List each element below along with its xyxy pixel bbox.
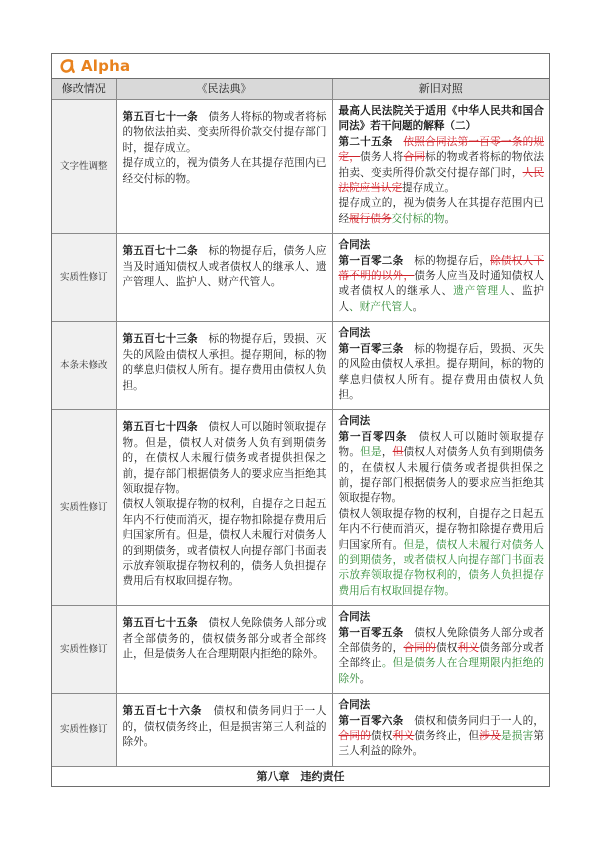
unchanged-text: 债权 bbox=[370, 730, 393, 743]
old-article-number: 第一百零六条 bbox=[338, 714, 404, 727]
source-law: 合同法 bbox=[338, 415, 371, 428]
article-text: 债权和债务同归于一人的，债权债务终止，但是损害第三人利益的除外。 bbox=[122, 705, 327, 749]
article-text: 债权人免除债务人部分或者全部债务的，债权债务部分或者全部终止，但是债务人在合理期限内拒绝的除外。 bbox=[122, 617, 327, 660]
unchanged-text: 债务部分或者全部终止 bbox=[338, 642, 544, 670]
added-text: 遗产管理人 bbox=[453, 285, 511, 298]
article-number: 第五百七十三条 bbox=[122, 333, 198, 346]
article-number: 第五百七十一条 bbox=[122, 111, 198, 123]
table-row bbox=[52, 606, 549, 694]
source-law: 合同法 bbox=[338, 699, 371, 712]
old-law-comparison bbox=[332, 694, 549, 767]
deleted-text: 人民法院应当认定 bbox=[338, 166, 544, 195]
unchanged-text: 债权人对债务人负有到期债务的，在债权人未履行债务或者提供担保之前，提存部门根据债务人的要求应当拒绝其领取提存物。 bbox=[338, 446, 544, 505]
civil-code-article bbox=[116, 694, 332, 767]
deleted-text: 合同的 bbox=[338, 730, 371, 743]
article-text: 标的物提存后，债务人应当及时通知债权人或者债权人的继承人、遗产管理人、监护人、财产代管人。 bbox=[122, 245, 327, 289]
old-article-number: 第一百零五条 bbox=[338, 626, 404, 639]
deleted-text: 除债权人下落不明的以外， bbox=[338, 254, 544, 283]
old-article-number: 第一百零四条 bbox=[338, 430, 408, 443]
old-article-number: 第二十五条 bbox=[338, 135, 393, 148]
change-type: 本条未修改 bbox=[52, 322, 116, 410]
deleted-text: 履行债务 bbox=[349, 212, 392, 225]
deleted-text: 利义 bbox=[392, 730, 415, 743]
added-text: 、财产代管人 bbox=[349, 300, 413, 313]
old-article-number: 第一百零三条 bbox=[338, 342, 404, 355]
table-row bbox=[52, 694, 549, 767]
unchanged-text: 债权人免除债务人部分或者全部债务的， bbox=[338, 626, 544, 654]
unchanged-text: ， bbox=[381, 446, 393, 459]
table-row bbox=[52, 100, 549, 234]
change-type: 实质性修订 bbox=[52, 606, 116, 694]
old-law-comparison bbox=[332, 410, 549, 606]
col-header-compare: 新旧对照 bbox=[332, 79, 549, 100]
added-text: 是损害 bbox=[500, 730, 534, 743]
unchanged-text: 提存成立的，视为债务人在其提存范围内已经 bbox=[338, 197, 544, 225]
source-law: 最高人民法院关于适用《中华人民共和国合同法》若干问题的解释（二） bbox=[338, 105, 544, 133]
civil-code-article bbox=[116, 234, 332, 322]
added-text: 交付标的物 bbox=[391, 212, 445, 225]
article-text: 债权人可以随时领取提存物。但是，债权人对债务人负有到期债务的，在债权人未履行债务或者提供担保之前，提存部门根据债务人的要求应当拒绝其领取提存物。 bbox=[122, 421, 327, 495]
table-row bbox=[52, 410, 549, 606]
change-type: 实质性修订 bbox=[52, 234, 116, 322]
col-header-type: 修改情况 bbox=[52, 79, 116, 100]
change-type: 实质性修订 bbox=[52, 694, 116, 767]
old-law-comparison bbox=[332, 100, 549, 234]
old-law-comparison bbox=[332, 234, 549, 322]
brand-header bbox=[52, 54, 549, 79]
source-law: 合同法 bbox=[338, 611, 371, 624]
table-row bbox=[52, 234, 549, 322]
source-law: 合同法 bbox=[338, 239, 371, 252]
article-number: 第五百七十六条 bbox=[122, 705, 203, 718]
article-text: 标的物提存后，毁损、灭失的风险由债权人承担。提存期间，标的物的孳息归债权人所有。提存费用由债权人负担。 bbox=[122, 333, 327, 392]
article-number: 第五百七十四条 bbox=[122, 421, 198, 434]
unchanged-text: 标的物或者将标的物依法拍卖、变卖所得价款交付提存部门时， bbox=[338, 151, 544, 179]
change-type: 实质性修订 bbox=[52, 410, 116, 606]
deleted-text: 但 bbox=[392, 446, 404, 459]
chapter-row bbox=[52, 766, 549, 786]
added-text: 。但是债务人在合理期限内拒绝的除外 bbox=[338, 657, 544, 685]
unchanged-text: 债务终止，但 bbox=[414, 730, 480, 743]
article-text: 债务人将标的物或者将标的物依法拍卖、变卖所得价款交付提存部门时，提存成立。 bbox=[122, 111, 327, 154]
change-type: 文字性调整 bbox=[52, 100, 116, 234]
unchanged-text: 标的物提存后，毁损、灭失的风险由债权人承担。提存期间，标的物的孳息归债权人所有。提存费用由债权人负担。 bbox=[338, 342, 544, 401]
unchanged-text: 债权人领取提存物的权利，自提存之日起五年内不行使而消灭，提存物扣除提存费用后归国家所有。 bbox=[338, 507, 544, 551]
unchanged-text: 第三人利益的除外。 bbox=[338, 730, 544, 758]
alpha-logo-icon bbox=[58, 57, 76, 75]
deleted-text: 合同的 bbox=[403, 642, 436, 654]
article-text: 债权人领取提存物的权利，自提存之日起五年内不行使而消灭，提存物扣除提存费用后归国家所有。但是，债权人未履行对债务人的到期债务，或者债权人向提存部门书面表示放弃领取提存物权利的，债务人负担提存费用后有权取回提存物。 bbox=[122, 498, 327, 588]
old-law-comparison bbox=[332, 322, 549, 410]
unchanged-text: 、监护人 bbox=[338, 285, 545, 313]
article-text: 提存成立的，视为债务人在其提存范围内已经交付标的物。 bbox=[122, 157, 327, 185]
added-text: 但是 bbox=[360, 446, 382, 459]
unchanged-text: 债权 bbox=[435, 642, 458, 654]
deleted-text: 合同 bbox=[403, 151, 426, 164]
civil-code-article bbox=[116, 410, 332, 606]
unchanged-text: 。 bbox=[444, 212, 456, 225]
deleted-text: 依照合同法第一百零一条的规定， bbox=[338, 135, 544, 164]
unchanged-text: 债务人应当及时通知债权人或者债权人的继承人、 bbox=[338, 270, 544, 298]
unchanged-text: 提存成立。 bbox=[402, 182, 456, 195]
civil-code-article bbox=[116, 606, 332, 694]
added-text: 但是，债权人未履行对债务人的到期债务，或者债权人向提存部门书面表示放弃领取提存物权利的，债务人负担提存费用后有权取回提存物。 bbox=[338, 538, 544, 597]
chapter-heading: 第八章 违约责任 bbox=[52, 766, 549, 786]
table-row bbox=[52, 322, 549, 410]
civil-code-article bbox=[116, 100, 332, 234]
unchanged-text: 。 bbox=[412, 300, 424, 313]
comparison-table bbox=[52, 79, 549, 786]
deleted-text: 利义 bbox=[457, 642, 480, 654]
col-header-code: 《民法典》 bbox=[116, 79, 332, 100]
unchanged-text: 标的物提存后， bbox=[414, 254, 491, 267]
old-article-number: 第一百零二条 bbox=[338, 254, 404, 267]
source-law: 合同法 bbox=[338, 327, 371, 340]
unchanged-text: 债务人将 bbox=[360, 151, 404, 164]
unchanged-text: 债权和债务同归于一人的， bbox=[414, 714, 544, 727]
unchanged-text: 债权人可以随时领取提存物。 bbox=[338, 430, 545, 459]
unchanged-text: 。 bbox=[359, 672, 371, 685]
civil-code-article bbox=[116, 322, 332, 410]
article-number: 第五百七十二条 bbox=[122, 245, 198, 258]
document-frame bbox=[51, 53, 550, 787]
table-header-row bbox=[52, 79, 549, 100]
brand-name: Alpha bbox=[81, 57, 131, 75]
article-number: 第五百七十五条 bbox=[122, 617, 198, 630]
old-law-comparison bbox=[332, 606, 549, 694]
deleted-text: 涉及 bbox=[479, 730, 501, 743]
